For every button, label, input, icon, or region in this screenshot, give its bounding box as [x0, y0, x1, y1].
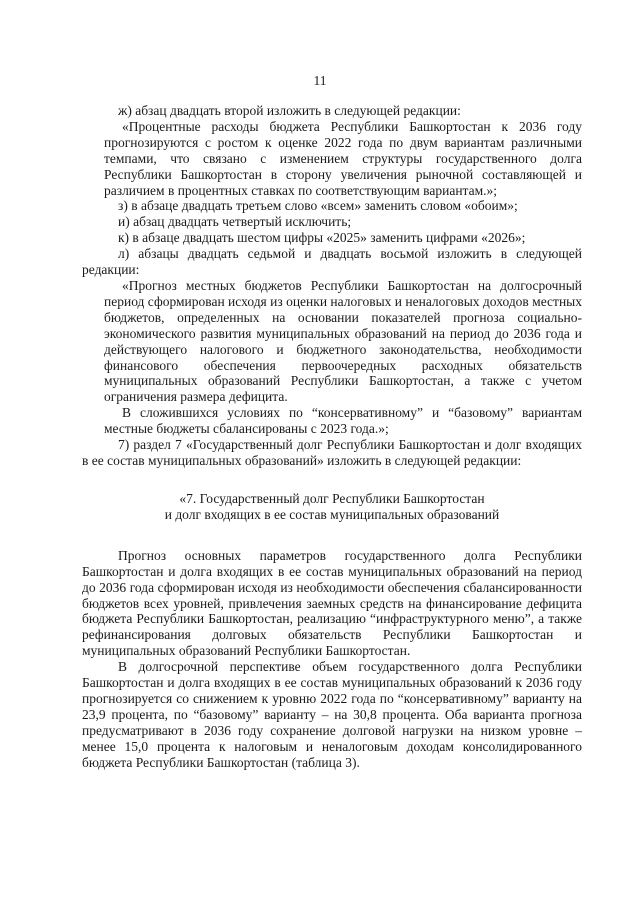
quoted-paragraph-local-budgets: «Прогноз местных бюджетов Республики Башкортостан на долгосрочный период сформирован исходя из оценки налоговых и неналоговых доходов местных бюджетов, определенных на основании показателей прогноза социально-экономического развития муниципальных образований на период до 2036 года и действующего налогового и бюджетного законодательства, необходимости финансового обеспечения первоочередных расходных обязательств муниципальных образований Республики Башкортостан, а также с учетом ограничения размера дефицита. — [104, 277, 582, 405]
quoted-paragraph-interest: «Процентные расходы бюджета Республики Башкортостан к 2036 году прогнозируются с ростом к оценке 2022 года по двум вариантам различными темпами, что связано с изменением структуры государственного долга Республики Башкортостан в сторону увеличения рыночной составляющей и различием в процентных ставках по соответствующим вариантам.»; — [104, 118, 582, 198]
amendment-7: 7) раздел 7 «Государственный долг Республики Башкортостан и долг входящих в ее состав муниципальных образований» изложить в следующей редакции: — [82, 437, 582, 468]
amendment-i: и) абзац двадцать четвертый исключить; — [118, 214, 352, 230]
quoted-paragraph-balanced: В сложившихся условиях по “консервативному” и “базовому” вариантам местные бюджеты сбалансированы с 2023 года.»; — [104, 405, 582, 437]
section-heading-line-1: «7. Государственный долг Республики Башкортостан — [179, 490, 485, 506]
amendment-k: к) в абзаце двадцать шестом цифры «2025» заменить цифрами «2026»; — [118, 230, 526, 246]
amendment-z: з) в абзаце двадцать третьем слово «всем» заменить словом «обоим»; — [118, 198, 518, 214]
section-paragraph-forecast: Прогноз основных параметров государственного долга Республики Башкортостан и долга входящих в ее состав муниципальных образований на период до 2036 года сформирован исходя из необходимости обеспечения сбалансированности бюджетов всех уровней, привлечения заемных средств на финансирование дефицита бюджета Республики Башкортостан, реализацию “инфраструктурного меню”, а также рефинансирования долговых обязательств Республики Башкортостан и муниципальных образований Республики Башкортостан. — [82, 547, 582, 659]
quoted-block-1 — [82, 119, 582, 199]
quoted-block-2 — [82, 278, 582, 437]
amendment-l: л) абзацы двадцать седьмой и двадцать восьмой изложить в следующей редакции: — [82, 246, 582, 278]
page-number: 11 — [313, 73, 327, 88]
section-paragraph-long-term: В долгосрочной перспективе объем государственного долга Республики Башкортостан и долга входящих в ее состав муниципальных образований к 2036 году прогнозируется со снижением к уровню 2022 года по “консервативному” варианту на 23,9 процента, по “базовому” варианту – на 30,8 процента. Оба варианта прогноза предусматривают в 2036 году сохранение долговой нагрузки на низком уровне – менее 15,0 процента к налоговым и неналоговым доходам консолидированного бюджета Республики Башкортостан (таблица 3). — [82, 659, 582, 770]
section-heading — [82, 491, 582, 524]
document-body — [82, 103, 582, 771]
amendment-zh: ж) абзац двадцать второй изложить в следующей редакции: — [118, 103, 461, 118]
section-heading-line-2: и долг входящих в ее состав муниципальных образований — [164, 507, 500, 523]
